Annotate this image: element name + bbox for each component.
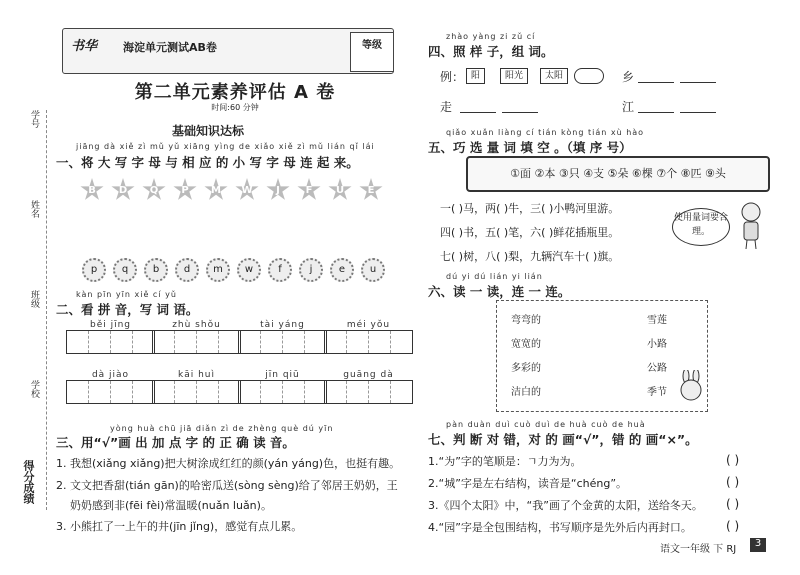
student-id-label: 学号 [29, 110, 39, 128]
writing-grid[interactable] [66, 330, 155, 354]
writing-grid[interactable] [238, 330, 327, 354]
writing-grid-row-2 [66, 370, 394, 410]
grid-cell[interactable] [219, 381, 240, 403]
grid-cell[interactable] [111, 331, 133, 353]
grid-cell[interactable] [305, 331, 326, 353]
lowercase-letter-sun: f [268, 258, 292, 282]
writing-grid[interactable] [66, 380, 155, 404]
binding-line [46, 110, 48, 510]
grid-cell[interactable] [153, 381, 175, 403]
grid-cell[interactable] [261, 331, 283, 353]
q5-line-1: 一( )马，两( )牛，三( )小鸭河里游。 [440, 202, 620, 215]
q4-char-2: 走 [440, 100, 453, 114]
word-pinyin: tài yáng [260, 320, 305, 330]
grid-cell[interactable] [67, 381, 89, 403]
q7-answer-3[interactable]: ( ) [726, 497, 740, 511]
writing-grid[interactable] [152, 380, 241, 404]
grid-cell[interactable] [369, 381, 391, 403]
grid-cell[interactable] [325, 331, 347, 353]
series-title: 海淀单元测试AB卷 [123, 41, 217, 54]
score-label: 得分成绩 [22, 460, 35, 504]
lowercase-letter-sun: e [330, 258, 354, 282]
word-grid-group [324, 370, 413, 404]
grid-cell[interactable] [283, 331, 305, 353]
q5-title: 五、巧 选 量 词 填 空 。（填 序 号） [428, 140, 632, 155]
q3-item-3: 3. 小熊扛了一上午的井(jīn jǐng)，感觉有点儿累。 [56, 520, 303, 533]
page-number: 3 [750, 538, 766, 552]
q7-answer-1[interactable]: ( ) [726, 453, 740, 467]
uppercase-letter: Q [149, 185, 159, 196]
time-limit: 时间:60 分钟 [211, 103, 259, 112]
grid-cell[interactable] [239, 331, 261, 353]
lowercase-letter-sun: m [206, 258, 230, 282]
grid-cell[interactable] [67, 331, 89, 353]
match-right-3: 公路 [647, 363, 667, 374]
uppercase-letter: F [305, 185, 313, 196]
grid-cell[interactable] [347, 381, 369, 403]
example-pill [574, 68, 604, 84]
uppercase-letter: D [118, 185, 128, 196]
word-grid-group [324, 320, 413, 354]
section-badge: 基础知识达标 [172, 124, 245, 138]
word-pinyin: zhù shǒu [172, 320, 221, 330]
writing-grid[interactable] [152, 330, 241, 354]
q4-blank-1b[interactable] [680, 68, 716, 83]
q7-item-2: 2.“城”字是左右结构，读音是“chéng”。 [428, 477, 628, 490]
grid-cell[interactable] [197, 331, 219, 353]
example-label: 例： [440, 70, 465, 84]
grid-cell[interactable] [239, 381, 261, 403]
uppercase-letter: E [367, 185, 375, 196]
writing-grid[interactable] [238, 380, 327, 404]
writing-grid[interactable] [324, 330, 413, 354]
grid-cell[interactable] [219, 331, 240, 353]
brand-logo: 书华 [71, 39, 98, 54]
grid-cell[interactable] [175, 381, 197, 403]
uppercase-letter: B [88, 185, 96, 196]
example-word-2: 太阳 [540, 68, 568, 84]
cartoon-bunny-icon [676, 370, 706, 404]
grade-box [350, 32, 394, 72]
grid-cell[interactable] [369, 331, 391, 353]
lowercase-letter-sun: j [299, 258, 323, 282]
word-bank [466, 156, 770, 192]
word-grid-group [152, 320, 241, 354]
q4-blank-3b[interactable] [680, 98, 716, 113]
q3-item-2: 2. 文文把香甜(tián gān)的哈密瓜送(sòng sèng)给了邻居王奶奶，王 [56, 479, 398, 492]
q4-blank-2b[interactable] [502, 98, 538, 113]
uppercase-letter: W [241, 185, 253, 196]
word-pinyin: kāi huì [178, 370, 215, 380]
q4-blank-3a[interactable] [638, 98, 674, 113]
grid-cell[interactable] [197, 381, 219, 403]
name-label: 姓名 [29, 200, 39, 218]
grid-cell[interactable] [153, 331, 175, 353]
uppercase-letter: J [276, 185, 280, 196]
upper-letter-row [80, 178, 392, 202]
q2-title: 二、看 拼 音，写 词 语。 [56, 302, 199, 317]
cartoon-girl-icon [736, 200, 766, 250]
q1-pinyin: jiāng dà xiě zì mǔ yǔ xiāng yìng de xiǎo xiě zì mǔ lián qǐ lái [76, 142, 375, 151]
grid-cell[interactable] [347, 331, 369, 353]
q7-answer-2[interactable]: ( ) [726, 475, 740, 489]
q7-item-3: 3.《四个太阳》中，“我”画了个金黄的太阳，送给冬天。 [428, 499, 703, 512]
page-title: 第二单元素养评估 A 卷 [134, 82, 336, 103]
word-pinyin: běi jīng [89, 320, 132, 330]
uppercase-letter: M [211, 185, 221, 196]
q4-blank-1a[interactable] [638, 68, 674, 83]
q5-line-2: 四( )书，五( )笔，六( )鲜花插瓶里。 [440, 226, 620, 239]
q5-line-3: 七( )树，八( )梨，九辆汽车十( )旗。 [440, 250, 620, 263]
example-word-1: 阳光 [500, 68, 528, 84]
uppercase-letter: P [181, 185, 189, 196]
q4-title: 四、照 样 子，组 词。 [428, 44, 554, 59]
lowercase-letter-sun: w [237, 258, 261, 282]
match-right-2: 小路 [647, 339, 667, 350]
writing-grid[interactable] [324, 380, 413, 404]
word-grid-group [66, 370, 155, 404]
grid-cell[interactable] [325, 381, 347, 403]
tip-bubble: 使用量词要合理。 [672, 208, 730, 246]
q4-pinyin: zhào yàng zi zǔ cí [446, 32, 536, 41]
grid-cell[interactable] [133, 381, 154, 403]
word-grid-group [238, 370, 327, 404]
grid-cell[interactable] [133, 331, 154, 353]
q3-pinyin: yòng huà chū jiā diǎn zì de zhèng què dú yīn [110, 424, 334, 433]
match-right-1: 雪莲 [647, 315, 667, 326]
grid-cell[interactable] [391, 381, 412, 403]
q7-item-4: 4.“园”字是全包围结构，书写顺序是先外后内再封口。 [428, 521, 692, 534]
grid-cell[interactable] [391, 331, 412, 353]
lowercase-letter-sun: u [361, 258, 385, 282]
q6-pinyin: dú yi dú lián yi lián [446, 272, 543, 281]
grid-cell[interactable] [175, 331, 197, 353]
writing-grid-row-1 [66, 320, 391, 360]
lowercase-letter-sun: q [113, 258, 137, 282]
q7-title: 七、判 断 对 错，对 的 画“√”，错 的 画“×”。 [428, 432, 698, 447]
grid-cell[interactable] [305, 381, 326, 403]
footer-subject: 语文一年级 下 RJ [660, 544, 737, 555]
q3-item-2-cont: 奶奶感到非(fēi fèi)常温暖(nuǎn luǎn)。 [70, 499, 272, 512]
lowercase-letter-sun: b [144, 258, 168, 282]
school-label: 学校 [29, 380, 39, 398]
q7-answer-4[interactable]: ( ) [726, 519, 740, 533]
grade-label: 等级 [362, 40, 382, 51]
q4-blank-2a[interactable] [460, 98, 496, 113]
word-pinyin: méi yǒu [346, 320, 391, 330]
q5-pinyin: qiǎo xuǎn liàng cí tián kòng tián xù hào [446, 128, 645, 137]
match-left-2: 宽宽的 [511, 339, 541, 350]
word-pinyin: guāng dà [343, 370, 394, 380]
grid-cell[interactable] [111, 381, 133, 403]
grid-cell[interactable] [89, 331, 111, 353]
class-label: 班级 [29, 290, 39, 308]
q3-title: 三、用“√”画 出 加 点 字 的 正 确 读 音。 [56, 435, 295, 450]
match-right-4: 季节 [647, 387, 667, 398]
grid-cell[interactable] [89, 381, 111, 403]
q1-title: 一、将 大 写 字 母 与 相 应 的 小 写 字 母 连 起 来。 [56, 155, 359, 170]
word-grid-group [66, 320, 155, 354]
q3-item-1: 1. 我想(xiǎng xiǎng)把大树涂成红红的颜(yán yáng)色，也挺有趣。 [56, 457, 401, 470]
match-left-1: 弯弯的 [511, 315, 541, 326]
word-bank-text: ①面 ②本 ③只 ④支 ⑤朵 ⑥棵 ⑦个 ⑧匹 ⑨头 [510, 167, 726, 180]
q6-title: 六、读 一 读，连 一 连。 [428, 284, 571, 299]
q7-item-1: 1.“为”字的笔顺是：ㄱ力为为。 [428, 455, 582, 468]
match-left-4: 洁白的 [511, 387, 541, 398]
q2-pinyin: kàn pīn yīn xiě cí yǔ [76, 290, 177, 299]
q4-char-3: 江 [622, 100, 635, 114]
header-banner [62, 28, 394, 74]
example-char: 阳 [466, 68, 485, 84]
word-grid-group [152, 370, 241, 404]
word-pinyin: dà jiào [91, 370, 130, 380]
uppercase-letter: U [335, 185, 345, 196]
word-grid-group [238, 320, 327, 354]
grid-cell[interactable] [283, 381, 305, 403]
word-pinyin: jīn qiū [265, 370, 300, 380]
lowercase-letter-sun: p [82, 258, 106, 282]
grid-cell[interactable] [261, 381, 283, 403]
match-left-3: 多彩的 [511, 363, 541, 374]
lowercase-letter-sun: d [175, 258, 199, 282]
lower-letter-row [80, 258, 392, 282]
q7-pinyin: pàn duàn duì cuò duì de huà cuò de huà [446, 420, 646, 429]
q4-char-1: 乡 [622, 70, 635, 84]
